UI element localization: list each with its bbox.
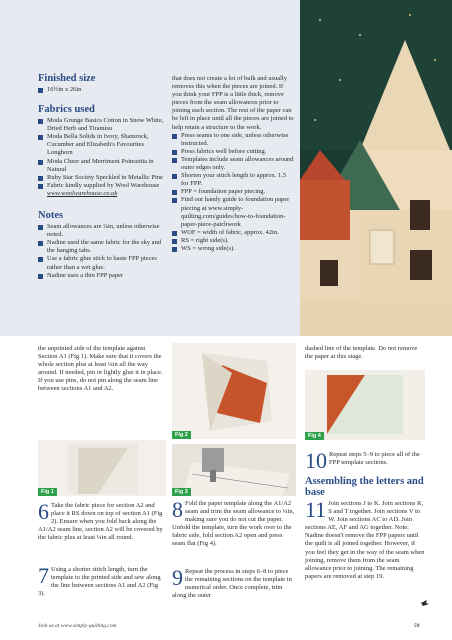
list-item: Find our handy guide to foundation paper piecing at www.simply-quilting.com/guides/how-to-foundation-paper-piece-patchwork (172, 196, 294, 228)
middle-column-top (172, 75, 294, 253)
step-10 (305, 448, 425, 473)
assembling-heading: Assembling the letters and base (305, 476, 424, 498)
step-8 (172, 497, 296, 549)
list-item: Press fabrics well before cutting. (172, 148, 294, 156)
list-item: Ruby Star Society Speckled in Metallic Pine (38, 174, 166, 182)
fabrics-heading: Fabrics used (38, 104, 95, 116)
figure-2-photo (172, 343, 296, 439)
figure-2-caption: Fig 2 (172, 431, 191, 439)
figure-1-photo (38, 440, 166, 496)
list-item: 16½in x 26in (38, 86, 166, 94)
step-number: 6 (38, 499, 49, 524)
left-column-top (38, 73, 166, 280)
footer-website: Join us at www.simply-quilting.com (38, 623, 117, 629)
step-number: 10 (305, 448, 327, 473)
step-text: Repeat the process in steps 6–8 to piece the remaining sections on the template in numerical order. Once complete, trim along the outer (172, 568, 292, 600)
step-6 (38, 499, 166, 542)
notes-list (38, 223, 166, 280)
right-column-text (305, 345, 425, 361)
list-item: Seam allowances are ¼in, unless otherwise noted. (38, 223, 166, 239)
list-item: Nadine used the same fabric for the sky and the hanging tabs. (38, 239, 166, 255)
step-7 (38, 563, 166, 598)
step-9 (172, 565, 296, 600)
figure-3-photo (172, 444, 296, 496)
list-item: Press seams to one side, unless otherwise instructed. (172, 132, 294, 148)
supplier-link[interactable]: www.woolwarehouse.co.uk (47, 189, 118, 197)
list-item: WS = wrong side(s). (172, 245, 294, 253)
notes-continued-text: that does not create a lot of bulk and usually removes this when the pieces are joined. If you think your FPP is a little thick, remove pieces from the seam allowances prior to joining each section. The rest of the paper can be left in place until all the pieces are joined to help retain a structure to the work. (172, 75, 294, 131)
list-item: Use a fabric glue stick to baste FPP pieces rather than a wet glue. (38, 255, 166, 271)
notes-heading: Notes (38, 210, 64, 222)
page-number: 59 (414, 623, 420, 629)
step-number: 9 (172, 565, 183, 590)
figure-4-caption: Fig 4 (305, 432, 324, 440)
left-column-text (38, 345, 166, 394)
list-item: Nadine uses a thin FPP paper (38, 272, 166, 280)
step-11 (305, 497, 425, 581)
list-item: Moda Cheer and Merriment Poinsettia in Natural (38, 158, 166, 174)
finished-size-heading: Finished size (38, 73, 96, 84)
list-item: Templates include seam allowances around outer edges only. (172, 156, 294, 172)
step-text: Repeat steps 5–9 to piece all of the FPP template sections. (329, 451, 420, 467)
figure-3-caption: Fig 3 (172, 488, 191, 496)
step-number: 8 (172, 497, 183, 522)
body-text: dashed line of the template. Do not remove the paper at this stage. (305, 345, 418, 361)
body-text: the unprinted side of the template against Section A1 (Fig 1). Make sure that it covers the whole section plus at least ¼in all the way around. If needed, pin or lightly glue it in place. If you use pins, do not pin along the seam line between sections A1 and A2. (38, 345, 163, 393)
list-item: Moda Bella Solids in Ivory, Shamrock, Cucumber and Elizabeth's Favourites Longhorn (38, 133, 166, 157)
step-number: 7 (38, 563, 49, 588)
step-text: Join sections J to K. Join sections R, S and T together. Join sections V to W. Join sections AC to AD. Join sections AE, AF and AG together. Note: Nadine doesn't remove the FPP papers until the quilt is all joined together. However, if you feel they get in the way of the seam when joining, remove them from the seam allowance prior to joining. The remaining papers are removed at step 19. (305, 500, 425, 580)
figure-1-caption: Fig 1 (38, 488, 57, 496)
list-item: RS = right side(s). (172, 237, 294, 245)
list-item: Fabric kindly supplied by Wool Warehouse (38, 182, 166, 190)
figure-4-photo (305, 370, 425, 440)
step-text: Fold the paper template along the A1/A2 seam and trim the seam allowance to ¼in, making sure you do not cut the paper. Unfold the template, turn the work over to the fabric side, fold section A2 open and press seam flat (Fig 4). (172, 500, 295, 548)
finished-size-list (38, 86, 166, 94)
fabrics-list (38, 117, 166, 198)
step-text: Take the fabric piece for section A2 and place it RS down on top of section A1 (Fig 2). Ensure when you fold back along the A1/A2 seam line, section A2 will be covered by the fabric plus at least ¼in all round. (38, 502, 163, 542)
list-item: WOF = width of fabric, approx. 42in. (172, 229, 294, 237)
quilt-photo (300, 0, 452, 336)
list-item: Moda Grunge Basics Cotton in Snow White, Dried Herb and Tiramisu (38, 117, 166, 133)
step-text: Using a shorter stitch length, turn the template to the printed side and sew along the line between sections A1 and A2 (Fig 3). (38, 566, 161, 598)
list-item: Shorten your stitch length to approx. 1.5 for FPP. (172, 172, 294, 188)
notes-continued-list (172, 132, 294, 253)
list-item: FPP = foundation paper piecing. (172, 188, 294, 196)
end-mark-icon (421, 593, 429, 599)
step-number: 11 (305, 497, 327, 522)
assembling-section (305, 476, 425, 498)
